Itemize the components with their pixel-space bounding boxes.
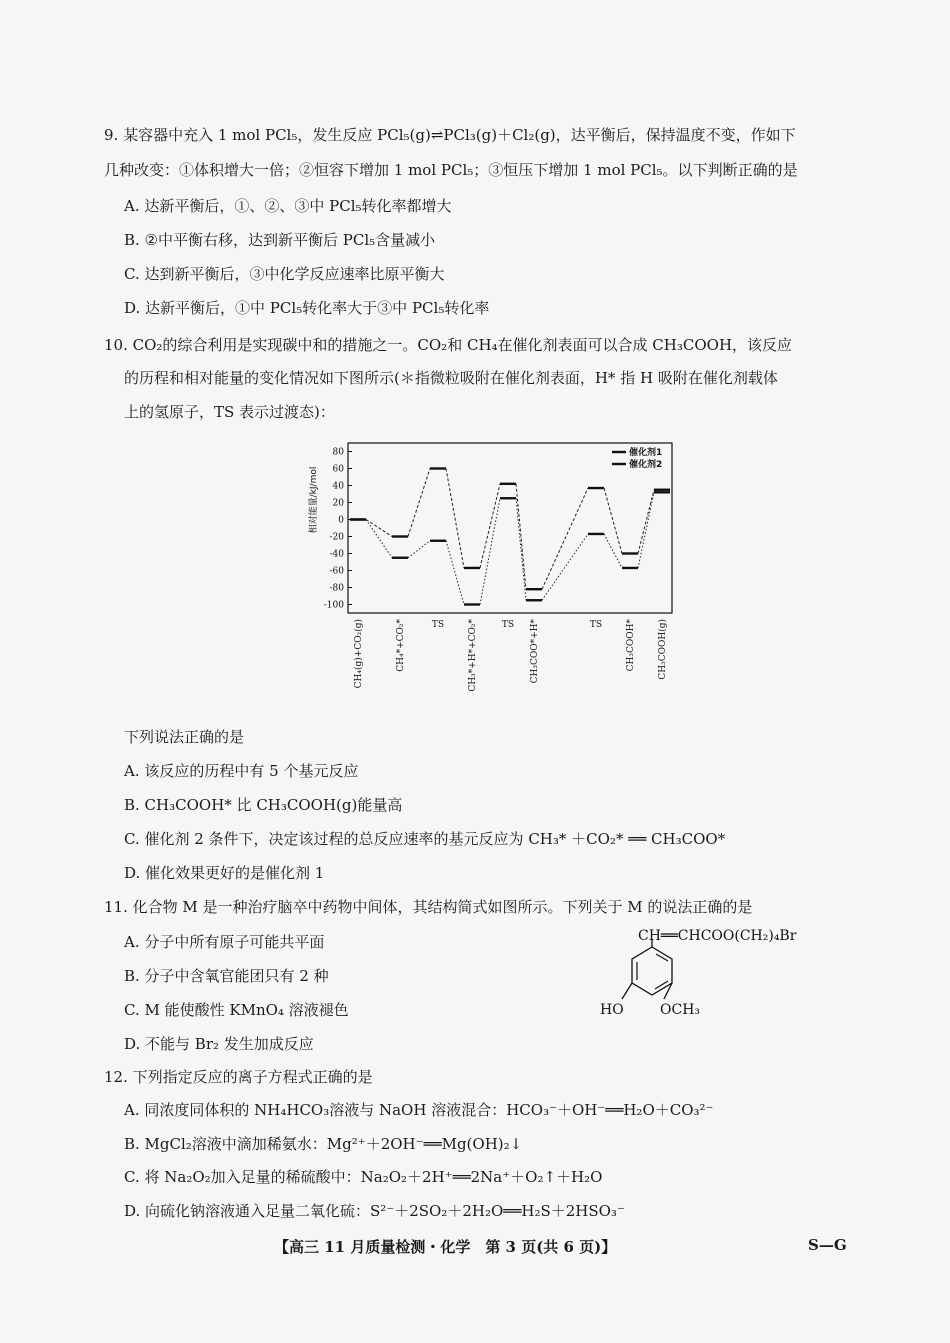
energy-profile-chart [300, 435, 690, 720]
q10-stem-line1: 10. CO₂的综合利用是实现碳中和的措施之一。CO₂和 CH₄在催化剂表面可以合成 CH₃COOH，该反应 [104, 336, 793, 354]
q11-stem: 11. 化合物 M 是一种治疗脑卒中药物中间体，其结构简式如图所示。下列关于 M 的说法正确的是 [104, 898, 753, 916]
x-label-0: CH₄(g)+CO₂(g) [354, 619, 364, 689]
q12-option-c: C. 将 Na₂O₂加入足量的稀硫酸中：Na₂O₂＋2H⁺══2Na⁺＋O₂↑＋H₂O [124, 1168, 603, 1186]
compound-m-structure [592, 925, 852, 1030]
y-tick-label-9: -100 [323, 600, 344, 611]
paper-code: S—G [808, 1236, 847, 1254]
chart-x-labels [353, 619, 668, 692]
q10-prompt: 下列说法正确的是 [124, 728, 245, 746]
legend-label-2: 催化剂2 [629, 460, 663, 470]
series1-connector-0 [366, 520, 392, 537]
series2-connector-5 [542, 534, 588, 600]
q10-option-c: C. 催化剂 2 条件下，决定该过程的总反应速率的基元反应为 CH₃* ＋CO₂* ══ CH₃COO* [124, 830, 726, 848]
methoxy-group: OCH₃ [660, 1002, 701, 1018]
chart-frame [348, 443, 672, 613]
q9-option-c: C. 达到新平衡后，③中化学反应速率比原平衡大 [124, 265, 445, 283]
series2-connector-3 [480, 498, 500, 604]
q9-option-a: A. 达新平衡后，①、②、③中 PCl₅转化率都增大 [124, 197, 452, 215]
q9-option-d: D. 达新平衡后，①中 PCl₅转化率大于③中 PCl₅转化率 [124, 299, 490, 317]
series1-connector-1 [408, 469, 430, 537]
y-tick-label-6: -40 [329, 549, 344, 560]
q11-option-c: C. M 能使酸性 KMnO₄ 溶液褪色 [124, 1001, 349, 1019]
side-chain-group: CH══CHCOO(CH₂)₄Br [638, 928, 797, 944]
q12-option-a: A. 同浓度同体积的 NH₄HCO₃溶液与 NaOH 溶液混合：HCO₃⁻＋OH⁻══H₂O＋CO₃²⁻ [124, 1101, 714, 1119]
x-label-8: CH₃COOH(g) [658, 619, 668, 680]
q9-option-b: B. ②中平衡右移，达到新平衡后 PCl₅含量减小 [124, 231, 436, 249]
x-label-5: CH₃COO*+H* [530, 619, 540, 684]
x-label-2: TS [431, 620, 445, 630]
x-label-3: CH₃*+H*+CO₂* [468, 619, 478, 692]
q10-stem-line2: 的历程和相对能量的变化情况如下图所示(＊指微粒吸附在催化剂表面，H* 指 H 吸附在催化剂载体 [124, 369, 778, 387]
series2-connector-0 [366, 520, 392, 558]
q10-option-b: B. CH₃COOH* 比 CH₃COOH(g)能量高 [124, 796, 403, 814]
q12-option-d: D. 向硫化钠溶液通入足量二氧化硫：S²⁻＋2SO₂＋2H₂O══H₂S＋2HSO₃⁻ [124, 1202, 625, 1220]
ring-double-bond-2 [655, 981, 668, 989]
series1-connector-7 [638, 490, 654, 554]
x-label-6: TS [589, 620, 603, 630]
q9-stem-line2: 几种改变：①体积增大一倍；②恒容下增加 1 mol PCl₅；③恒压下增加 1 mol PCl₅。以下判断正确的是 [104, 161, 798, 179]
q9-stem-line1: 9. 某容器中充入 1 mol PCl₅，发生反应 PCl₅(g)⇌PCl₃(g)＋Cl₂(g)，达平衡后，保持温度不变，作如下 [104, 126, 796, 144]
series1-connector-6 [604, 488, 622, 553]
y-tick-label-2: 40 [332, 481, 344, 492]
legend-label-1: 催化剂1 [629, 448, 663, 458]
q10-option-d: D. 催化效果更好的是催化剂 1 [124, 864, 325, 882]
x-label-7: CH₃COOH* [626, 619, 636, 672]
series1-connector-3 [480, 484, 500, 568]
page-footer: 【高三 11 月质量检测・化学 第 3 页(共 6 页)】 [274, 1238, 617, 1256]
series1-connector-4 [516, 484, 526, 589]
chart-plot-border [348, 443, 672, 613]
q12-option-b: B. MgCl₂溶液中滴加稀氨水：Mg²⁺＋2OH⁻══Mg(OH)₂↓ [124, 1135, 523, 1153]
x-label-4: TS [501, 620, 515, 630]
y-tick-label-5: -20 [329, 532, 344, 543]
q10-option-a: A. 该反应的历程中有 5 个基元反应 [124, 762, 359, 780]
hydroxy-bond [622, 983, 632, 999]
series1-connector-2 [446, 469, 464, 568]
series1-connector-5 [542, 488, 588, 589]
q11-option-b: B. 分子中含氧官能团只有 2 种 [124, 967, 329, 985]
q11-option-d: D. 不能与 Br₂ 发生加成反应 [124, 1035, 314, 1053]
q10-stem-line3: 上的氢原子，TS 表示过渡态)： [124, 403, 335, 421]
series2-connector-4 [516, 498, 526, 600]
chart-y-axis-label: 相对能量/kJ/mol [309, 466, 319, 534]
y-tick-label-4: 0 [338, 515, 344, 526]
series2-connector-1 [408, 541, 430, 558]
q12-stem: 12. 下列指定反应的离子方程式正确的是 [104, 1068, 373, 1086]
chart-legend [612, 446, 662, 470]
chart-lines [350, 469, 670, 605]
q11-option-a: A. 分子中所有原子可能共平面 [124, 933, 325, 951]
series2-connector-2 [446, 541, 464, 605]
hydroxy-group: HO [600, 1002, 624, 1018]
benzene-ring [632, 947, 672, 995]
y-tick-label-3: 20 [332, 498, 344, 509]
y-tick-label-7: -60 [329, 566, 344, 577]
y-tick-label-1: 60 [332, 464, 344, 475]
x-label-1: CH₄*+CO₂* [396, 619, 406, 672]
series2-connector-6 [604, 534, 622, 568]
series2-connector-7 [638, 492, 654, 568]
y-tick-label-0: 80 [332, 447, 344, 458]
y-tick-label-8: -80 [329, 583, 344, 594]
